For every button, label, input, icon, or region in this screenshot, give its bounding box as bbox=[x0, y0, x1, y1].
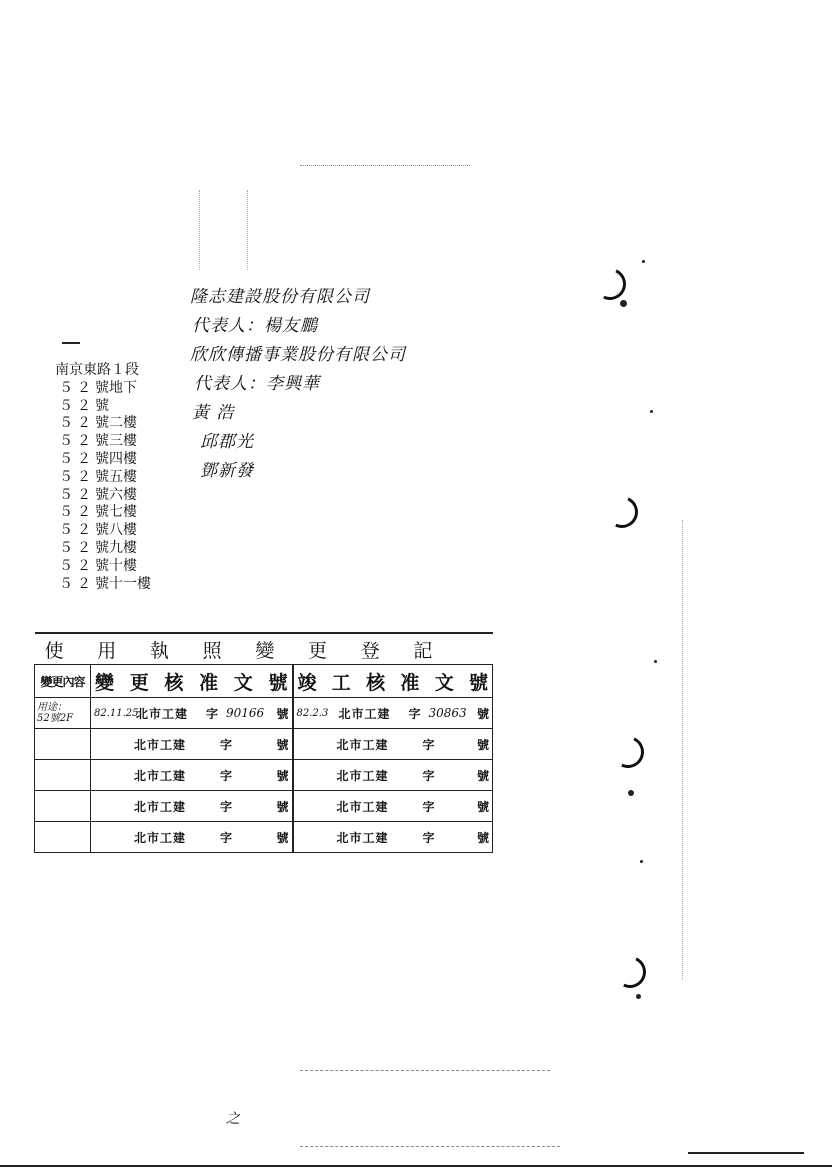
address-line bbox=[55, 504, 151, 522]
completion-approval-cell bbox=[293, 822, 493, 853]
address-line bbox=[55, 398, 151, 416]
scan-edge bbox=[247, 190, 248, 270]
address-number: ５２ bbox=[59, 557, 95, 574]
hao-char: 號 bbox=[477, 706, 490, 721]
address-number: ５２ bbox=[59, 575, 95, 592]
completion-approval-cell bbox=[293, 760, 493, 791]
agency: 北市工建 bbox=[134, 737, 187, 752]
address-line bbox=[55, 558, 151, 576]
address-list bbox=[55, 362, 151, 593]
owner-name: 邱郡光 bbox=[200, 432, 254, 452]
address-text: 號五樓 bbox=[95, 468, 137, 485]
change-approval-cell bbox=[91, 791, 293, 822]
hao-char: 號 bbox=[276, 799, 289, 814]
table-row bbox=[35, 791, 493, 822]
scan-rule bbox=[688, 1152, 804, 1154]
address-number: ５２ bbox=[59, 504, 95, 521]
address-text: 號九樓 bbox=[95, 539, 137, 556]
hole-punch-mark bbox=[601, 491, 642, 532]
address-line bbox=[55, 487, 151, 505]
agency: 北市工建 bbox=[134, 799, 187, 814]
hole-punch-mark bbox=[589, 263, 630, 304]
scan-speck bbox=[640, 860, 643, 863]
row-content: 用途： 52號2F bbox=[35, 698, 91, 729]
scan-speck bbox=[636, 994, 641, 999]
address-line bbox=[55, 415, 151, 433]
scan-speck bbox=[628, 790, 634, 796]
hole-punch-mark bbox=[607, 731, 648, 772]
table-row bbox=[35, 698, 493, 729]
dash-mark bbox=[62, 342, 80, 344]
agency: 北市工建 bbox=[338, 706, 391, 721]
row-content bbox=[35, 822, 91, 853]
address-line bbox=[55, 469, 151, 487]
agency: 北市工建 bbox=[336, 830, 389, 845]
address-line bbox=[55, 433, 151, 451]
title-char: 更 bbox=[308, 639, 328, 662]
address-line bbox=[55, 362, 151, 380]
hao-char: 號 bbox=[477, 830, 490, 845]
owner-representative: 代表人：楊友鵬 bbox=[192, 316, 318, 336]
address-line bbox=[55, 451, 151, 469]
approval-date: 82.2.3 bbox=[296, 707, 329, 719]
agency: 北市工建 bbox=[136, 706, 189, 721]
completion-approval-cell bbox=[293, 791, 493, 822]
address-text: 號八樓 bbox=[95, 522, 137, 539]
address-text: 南京東路１段 bbox=[55, 362, 139, 378]
address-number: ５２ bbox=[59, 433, 95, 450]
address-line bbox=[55, 540, 151, 558]
owner-name: 隆志建設股份有限公司 bbox=[190, 287, 370, 307]
zi-char: 字 bbox=[422, 830, 435, 845]
zi-char: 字 bbox=[408, 706, 421, 721]
hao-char: 號 bbox=[477, 737, 490, 752]
approval-number: 30863 bbox=[428, 706, 467, 720]
owner-name: 欣欣傳播事業股份有限公司 bbox=[190, 345, 406, 365]
zi-char: 字 bbox=[422, 768, 435, 783]
row-content bbox=[35, 791, 91, 822]
address-number: ５２ bbox=[59, 486, 95, 503]
row-content bbox=[35, 729, 91, 760]
table-header-row bbox=[35, 665, 493, 698]
agency: 北市工建 bbox=[336, 799, 389, 814]
title-char: 執 bbox=[149, 639, 169, 662]
title-char: 用 bbox=[97, 639, 117, 662]
hao-char: 號 bbox=[276, 737, 289, 752]
scan-speck bbox=[650, 410, 653, 413]
hao-char: 號 bbox=[276, 768, 289, 783]
address-text: 號十樓 bbox=[95, 557, 137, 574]
zi-char: 字 bbox=[422, 799, 435, 814]
change-approval-cell bbox=[91, 760, 293, 791]
zi-char: 字 bbox=[220, 737, 233, 752]
table-row bbox=[35, 729, 493, 760]
completion-approval-cell bbox=[293, 698, 493, 729]
owner-representative: 代表人：李興華 bbox=[194, 374, 320, 394]
header-change-approval: 變 更 核 准 文 號 bbox=[91, 665, 293, 698]
owner-list bbox=[186, 282, 406, 485]
address-number: ５２ bbox=[59, 450, 95, 467]
change-approval-cell bbox=[91, 822, 293, 853]
address-text: 號七樓 bbox=[95, 504, 137, 521]
header-content: 變更內容 bbox=[35, 665, 91, 698]
owner-name: 黃 浩 bbox=[192, 403, 235, 423]
scan-speck bbox=[642, 260, 645, 263]
zi-char: 字 bbox=[220, 799, 233, 814]
title-char: 記 bbox=[413, 639, 433, 662]
address-line bbox=[55, 576, 151, 594]
scan-rule bbox=[300, 165, 470, 166]
approval-number: 90166 bbox=[226, 706, 265, 720]
address-number: ５２ bbox=[59, 397, 95, 414]
hao-char: 號 bbox=[276, 706, 289, 721]
table-row bbox=[35, 822, 493, 853]
address-text: 號二樓 bbox=[95, 415, 137, 432]
scan-speck bbox=[654, 660, 657, 663]
hao-char: 號 bbox=[477, 768, 490, 783]
scan-rule bbox=[300, 1070, 550, 1071]
agency: 北市工建 bbox=[134, 830, 187, 845]
zi-char: 字 bbox=[206, 706, 219, 721]
address-text: 號三樓 bbox=[95, 433, 137, 450]
address-text: 號地下 bbox=[95, 379, 137, 396]
address-text: 號六樓 bbox=[95, 486, 137, 503]
agency: 北市工建 bbox=[134, 768, 187, 783]
hao-char: 號 bbox=[276, 830, 289, 845]
header-completion-approval: 竣 工 核 准 文 號 bbox=[293, 665, 493, 698]
approval-date: 82.11.25 bbox=[94, 707, 139, 719]
owner-name: 鄧新發 bbox=[200, 461, 254, 481]
title-char: 使 bbox=[44, 639, 64, 662]
address-line bbox=[55, 380, 151, 398]
table-row bbox=[35, 760, 493, 791]
address-text: 號 bbox=[95, 397, 109, 414]
table-title-row bbox=[35, 633, 493, 665]
title-char: 登 bbox=[360, 639, 380, 662]
scan-edge bbox=[682, 520, 683, 980]
scan-rule bbox=[0, 1165, 832, 1167]
permit-change-table bbox=[34, 632, 493, 853]
scan-rule bbox=[300, 1146, 560, 1147]
hole-punch-mark bbox=[609, 951, 650, 992]
agency: 北市工建 bbox=[336, 768, 389, 783]
agency: 北市工建 bbox=[336, 737, 389, 752]
row-content bbox=[35, 760, 91, 791]
scan-edge bbox=[199, 190, 200, 270]
change-approval-cell bbox=[91, 698, 293, 729]
completion-approval-cell bbox=[293, 729, 493, 760]
address-number: ５２ bbox=[59, 379, 95, 396]
zi-char: 字 bbox=[220, 830, 233, 845]
zi-char: 字 bbox=[422, 737, 435, 752]
address-number: ５２ bbox=[59, 522, 95, 539]
title-char: 變 bbox=[255, 639, 275, 662]
address-text: 號四樓 bbox=[95, 450, 137, 467]
address-number: ５２ bbox=[59, 468, 95, 485]
address-text: 號十一樓 bbox=[95, 575, 151, 592]
change-approval-cell bbox=[91, 729, 293, 760]
scan-speck bbox=[620, 300, 627, 307]
zi-char: 字 bbox=[220, 768, 233, 783]
table-title bbox=[35, 633, 493, 665]
address-line bbox=[55, 522, 151, 540]
bottom-note: 之 bbox=[226, 1111, 240, 1127]
address-number: ５２ bbox=[59, 539, 95, 556]
hao-char: 號 bbox=[477, 799, 490, 814]
title-char: 照 bbox=[202, 639, 222, 662]
address-number: ５２ bbox=[59, 415, 95, 432]
